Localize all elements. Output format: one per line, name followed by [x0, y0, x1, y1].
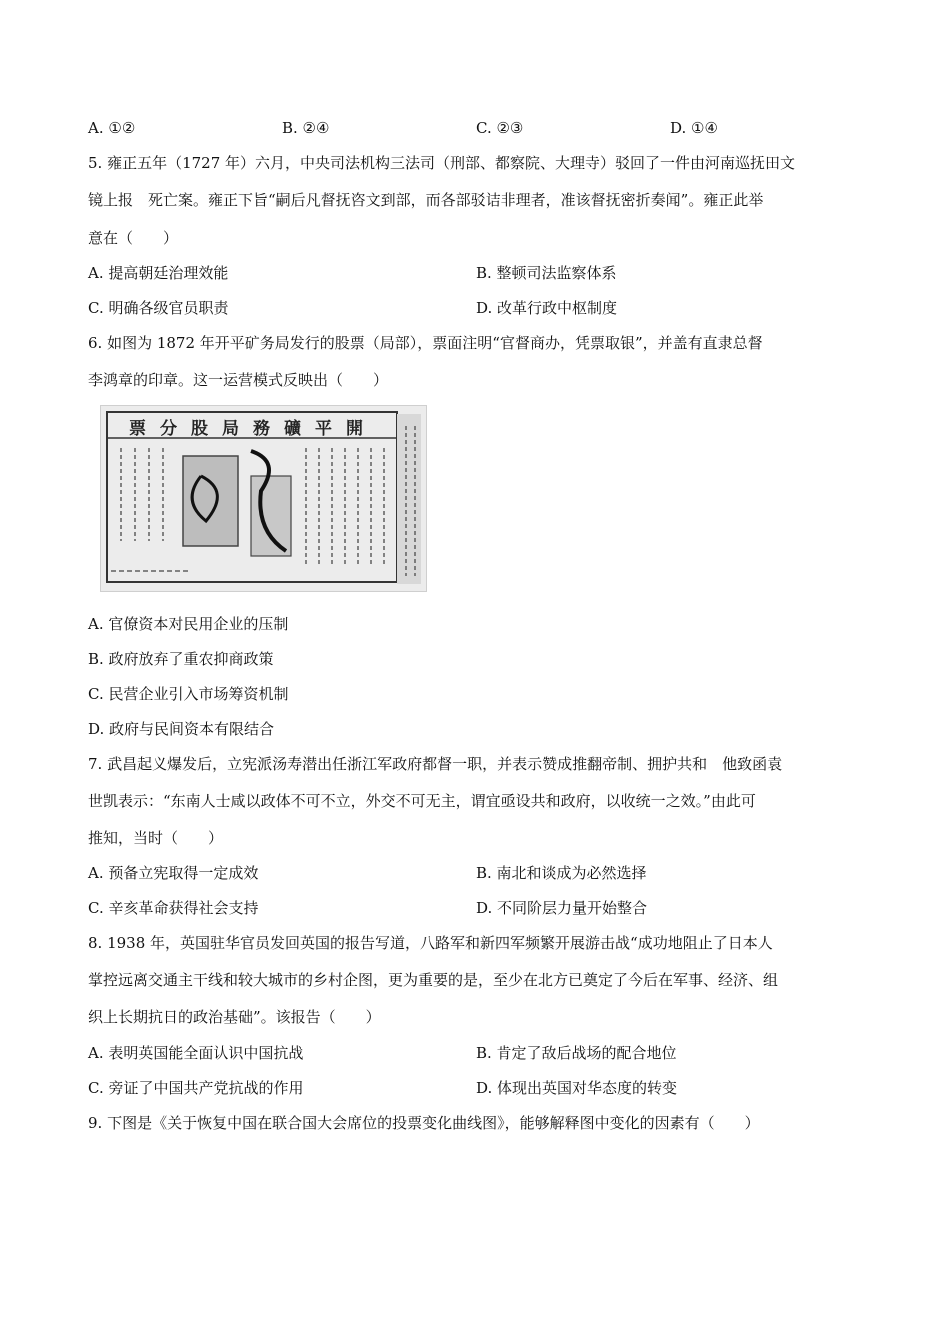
q8-stem-line-2: 掌控远离交通主干线和较大城市的乡村企图，更为重要的是，至少在北方已奠定了今后在军事、经济、组	[88, 971, 779, 989]
q7-option-d[interactable]: D. 不同阶层力量开始整合	[476, 899, 648, 917]
q5-option-a[interactable]: A. 提高朝廷治理效能	[88, 264, 229, 282]
q9-stem-line-1: 9. 下图是《关于恢复中国在联合国大会席位的投票变化曲线图》，能够解释图中变化的因素有（ ）	[88, 1114, 760, 1132]
q6-option-c[interactable]: C. 民营企业引入市场筹资机制	[88, 685, 289, 703]
q5-option-d[interactable]: D. 改革行政中枢制度	[476, 299, 618, 317]
q5-option-c[interactable]: C. 明确各级官员职责	[88, 299, 229, 317]
q5-stem-line-3: 意在（ ）	[88, 229, 179, 247]
q8-option-b[interactable]: B. 肯定了敌后战场的配合地位	[476, 1044, 677, 1062]
q6-stem-line-2: 李鸿章的印章。这一运营模式反映出（ ）	[88, 371, 389, 389]
q7-option-b[interactable]: B. 南北和谈成为必然选择	[476, 864, 647, 882]
q4-option-d[interactable]: D. ①④	[670, 119, 718, 137]
q6-option-d[interactable]: D. 政府与民间资本有限结合	[88, 720, 275, 738]
stock-certificate-title: 開平礦務局股分票	[129, 419, 377, 439]
q7-option-a[interactable]: A. 预备立宪取得一定成效	[88, 864, 259, 882]
q8-option-d[interactable]: D. 体现出英国对华态度的转变	[476, 1079, 678, 1097]
q6-stem-line-1: 6. 如图为 1872 年开平矿务局发行的股票（局部），票面注明“官督商办，凭票取银”，并盖有直隶总督	[88, 334, 763, 352]
q8-stem-line-1: 8. 1938 年，英国驻华官员发回英国的报告写道，八路军和新四军频繁开展游击战“成功地阻止了日本人	[88, 934, 773, 952]
q7-stem-line-2: 世凯表示：“东南人士咸以政体不可不立，外交不可无主，谓宜亟设共和政府，以收统一之效。”由此可	[88, 792, 756, 810]
q8-option-c[interactable]: C. 旁证了中国共产党抗战的作用	[88, 1079, 304, 1097]
q5-stem-line-1: 5. 雍正五年（1727 年）六月，中央司法机构三法司（刑部、都察院、大理寺）驳回了一件由河南巡抚田文	[88, 154, 796, 172]
q5-stem-line-2: 镜上报 死亡案。雍正下旨“嗣后凡督抚咨文到部，而各部驳诘非理者，准该督抚密折奏闻”。雍正此举	[88, 191, 764, 209]
q6-option-a[interactable]: A. 官僚资本对民用企业的压制	[88, 615, 289, 633]
q4-option-a[interactable]: A. ①②	[88, 119, 136, 137]
q4-option-c[interactable]: C. ②③	[476, 119, 524, 137]
q8-option-a[interactable]: A. 表明英国能全面认识中国抗战	[88, 1044, 304, 1062]
q7-option-c[interactable]: C. 辛亥革命获得社会支持	[88, 899, 259, 917]
q6-option-b[interactable]: B. 政府放弃了重农抑商政策	[88, 650, 274, 668]
q8-stem-line-3: 织上长期抗日的政治基础”。该报告（ ）	[88, 1008, 381, 1026]
q7-stem-line-3: 推知，当时（ ）	[88, 829, 224, 847]
q5-option-b[interactable]: B. 整顿司法监察体系	[476, 264, 617, 282]
stock-certificate-image	[100, 405, 427, 592]
q7-stem-line-1: 7. 武昌起义爆发后，立宪派汤寿潜出任浙江军政府都督一职，并表示赞成推翻帝制、拥护共和 他致函袁	[88, 755, 783, 773]
q4-option-b[interactable]: B. ②④	[282, 119, 330, 137]
